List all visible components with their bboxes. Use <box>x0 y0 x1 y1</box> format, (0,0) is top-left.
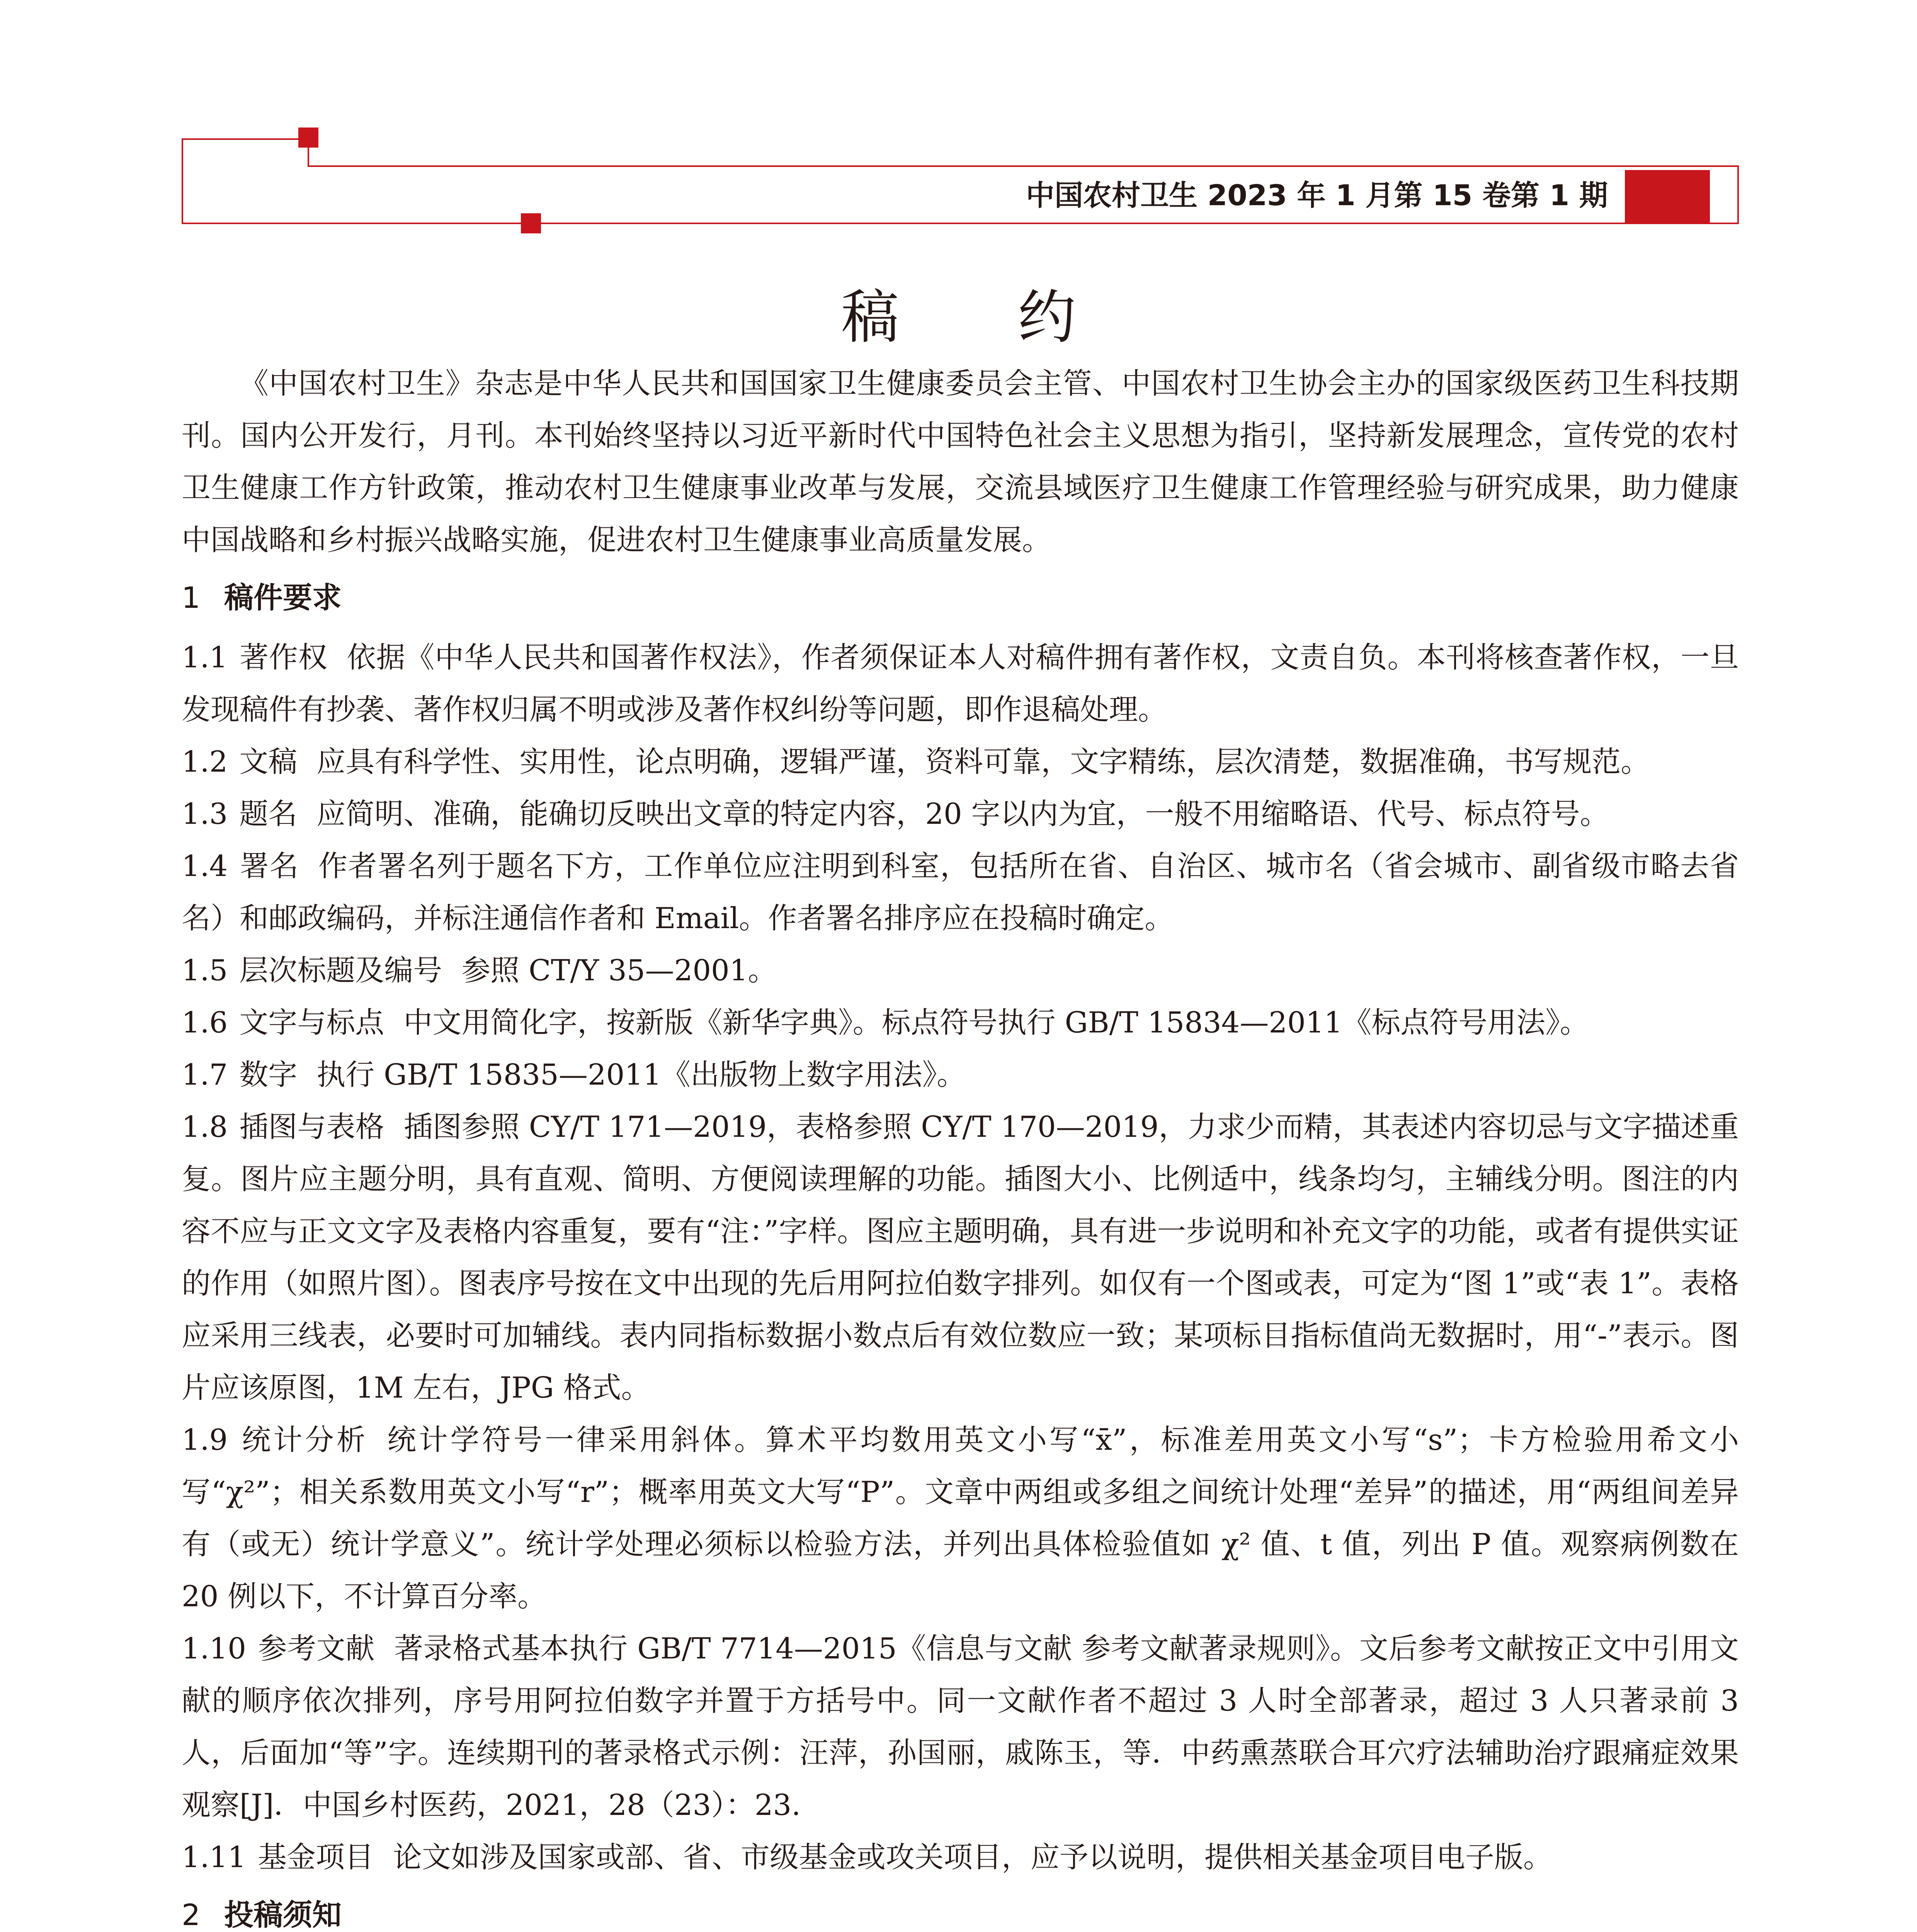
header-rule-bottom <box>182 223 1739 224</box>
section-number: 1 <box>182 580 201 615</box>
section-title: 稿件要求 <box>224 580 342 615</box>
item-number: 1.11 <box>182 1840 246 1874</box>
list-item <box>182 631 1739 736</box>
list-item <box>182 1049 1739 1101</box>
item-label: 参考文献 <box>258 1631 375 1665</box>
item-text: 应简明、准确，能确切反映出文章的特定内容，20 字以内为宜，一般不用缩略语、代号、标点符号。 <box>316 797 1609 831</box>
item-label: 文字与标点 <box>239 1005 384 1039</box>
item-number: 1.1 <box>182 640 228 674</box>
header-rule-left-vertical <box>182 138 183 224</box>
item-number: 1.9 <box>182 1423 228 1457</box>
item-text: 参照 CT/Y 35—2001。 <box>461 953 777 987</box>
section-heading-2 <box>182 1889 1739 1932</box>
header-rule-vertical-short <box>308 138 309 165</box>
item-text: 应具有科学性、实用性，论点明确，逻辑严谨，资料可靠，文字精练，层次清楚，数据准确，书写规范。 <box>316 745 1650 779</box>
section-number: 2 <box>182 1898 201 1932</box>
item-text: 作者署名列于题名下方，工作单位应注明到科室，包括所在省、自治区、城市名（省会城市、副省级市略去省名）和邮政编码，并标注通信作者和 Email。作者署名排序应在投稿时确定。 <box>182 849 1739 935</box>
item-label: 统计分析 <box>239 1423 368 1457</box>
item-number: 1.7 <box>182 1058 228 1092</box>
list-item <box>182 788 1739 840</box>
list-item <box>182 1414 1739 1622</box>
page-title: 稿 约 <box>841 284 1126 351</box>
item-text: 中文用简化字，按新版《新华字典》。标点符号执行 GB/T 15834—2011《标点符号用法》。 <box>403 1005 1589 1039</box>
item-text: 依据《中华人民共和国著作权法》，作者须保证本人对稿件拥有著作权，文责自负。本刊将核查著作权，一旦发现稿件有抄袭、著作权归属不明或涉及著作权纠纷等问题，即作退稿处理。 <box>182 640 1739 726</box>
journal-issue-header: 中国农村卫生 2023 年 1 月第 15 卷第 1 期 <box>1026 179 1608 212</box>
list-item <box>182 1622 1739 1831</box>
header-rule-right-vertical <box>1737 165 1739 224</box>
header-red-block <box>1625 170 1710 224</box>
item-label: 著作权 <box>239 640 328 674</box>
list-item <box>182 944 1739 997</box>
item-number: 1.2 <box>182 745 228 779</box>
item-number: 1.8 <box>182 1110 228 1144</box>
item-label: 数字 <box>239 1058 298 1092</box>
item-text: 著录格式基本执行 GB/T 7714—2015《信息与文献 参考文献著录规则》。文后参考文献按正文中引用文献的顺序依次排列，序号用阿拉伯数字并置于方括号中。同一文献作者不超过 3 人时全部著录，超过 3 人只著录前 3 人，后面加“等”字。连续期刊的著录格式示例：汪萍，孙国丽，戚陈玉，等．中药熏蒸联合耳穴疗法辅助治疗跟痛症效果观察[J]．中国乡村医药，2021，28（23）：23. <box>182 1631 1739 1822</box>
item-number: 1.3 <box>182 797 228 831</box>
list-item <box>182 1831 1739 1883</box>
header-rule-top-right <box>308 165 1739 167</box>
section-heading-1 <box>182 571 1739 624</box>
item-label: 署名 <box>239 849 299 883</box>
item-number: 1.4 <box>182 849 228 883</box>
section-1-items <box>182 631 1739 1883</box>
item-text: 统计学符号一律采用斜体。算术平均数用英文小写“x̄”，标准差用英文小写“s”；卡方检验用希文小写“χ²”；相关系数用英文小写“r”；概率用英文大写“P”。文章中两组或多组之间统计处理“差异”的描述，用“两组间差异有（或无）统计学意义”。统计学处理必须标以检验方法，并列出具体检验值如 χ² 值、t 值，列出 P 值。观察病例数在 20 例以下，不计算百分率。 <box>182 1423 1739 1613</box>
item-number: 1.6 <box>182 1005 228 1039</box>
header-rule-top-left <box>182 138 308 140</box>
list-item <box>182 1101 1739 1414</box>
item-label: 基金项目 <box>258 1840 374 1874</box>
list-item <box>182 736 1739 788</box>
section-title: 投稿须知 <box>224 1898 342 1932</box>
list-item <box>182 840 1739 944</box>
intro-paragraph: 《中国农村卫生》杂志是中华人民共和国国家卫生健康委员会主管、中国农村卫生协会主办的国家级医药卫生科技期刊。国内公开发行，月刊。本刊始终坚持以习近平新时代中国特色社会主义思想为指引，坚持新发展理念，宣传党的农村卫生健康工作方针政策，推动农村卫生健康事业改革与发展，交流县域医疗卫生健康工作管理经验与研究成果，助力健康中国战略和乡村振兴战略实施，促进农村卫生健康事业高质量发展。 <box>182 366 1739 557</box>
item-number: 1.10 <box>182 1631 246 1665</box>
item-text: 论文如涉及国家或部、省、市级基金或攻关项目，应予以说明，提供相关基金项目电子版。 <box>393 1840 1553 1874</box>
item-label: 题名 <box>239 797 298 831</box>
list-item <box>182 997 1739 1049</box>
header-red-square-bottom <box>521 213 541 233</box>
item-number: 1.5 <box>182 953 228 987</box>
item-label: 插图与表格 <box>239 1110 384 1144</box>
item-text: 插图参照 CY/T 171—2019，表格参照 CY/T 170—2019，力求少而精，其表述内容切忌与文字描述重复。图片应主题分明，具有直观、简明、方便阅读理解的功能。插图大小、比例适中，线条均匀，主辅线分明。图注的内容不应与正文文字及表格内容重复，要有“注：”字样。图应主题明确，具有进一步说明和补充文字的功能，或者有提供实证的作用（如照片图）。图表序号按在文中出现的先后用阿拉伯数字排列。如仅有一个图或表，可定为“图 1”或“表 1”。表格应采用三线表，必要时可加辅线。表内同指标数据小数点后有效位数应一致；某项标目指标值尚无数据时，用“-”表示。图片应该原图，1M 左右，JPG 格式。 <box>182 1110 1739 1405</box>
article-body <box>182 357 1739 1932</box>
item-label: 层次标题及编号 <box>239 953 442 987</box>
item-label: 文稿 <box>239 745 298 779</box>
item-text: 执行 GB/T 15835—2011《出版物上数字用法》。 <box>316 1058 966 1092</box>
